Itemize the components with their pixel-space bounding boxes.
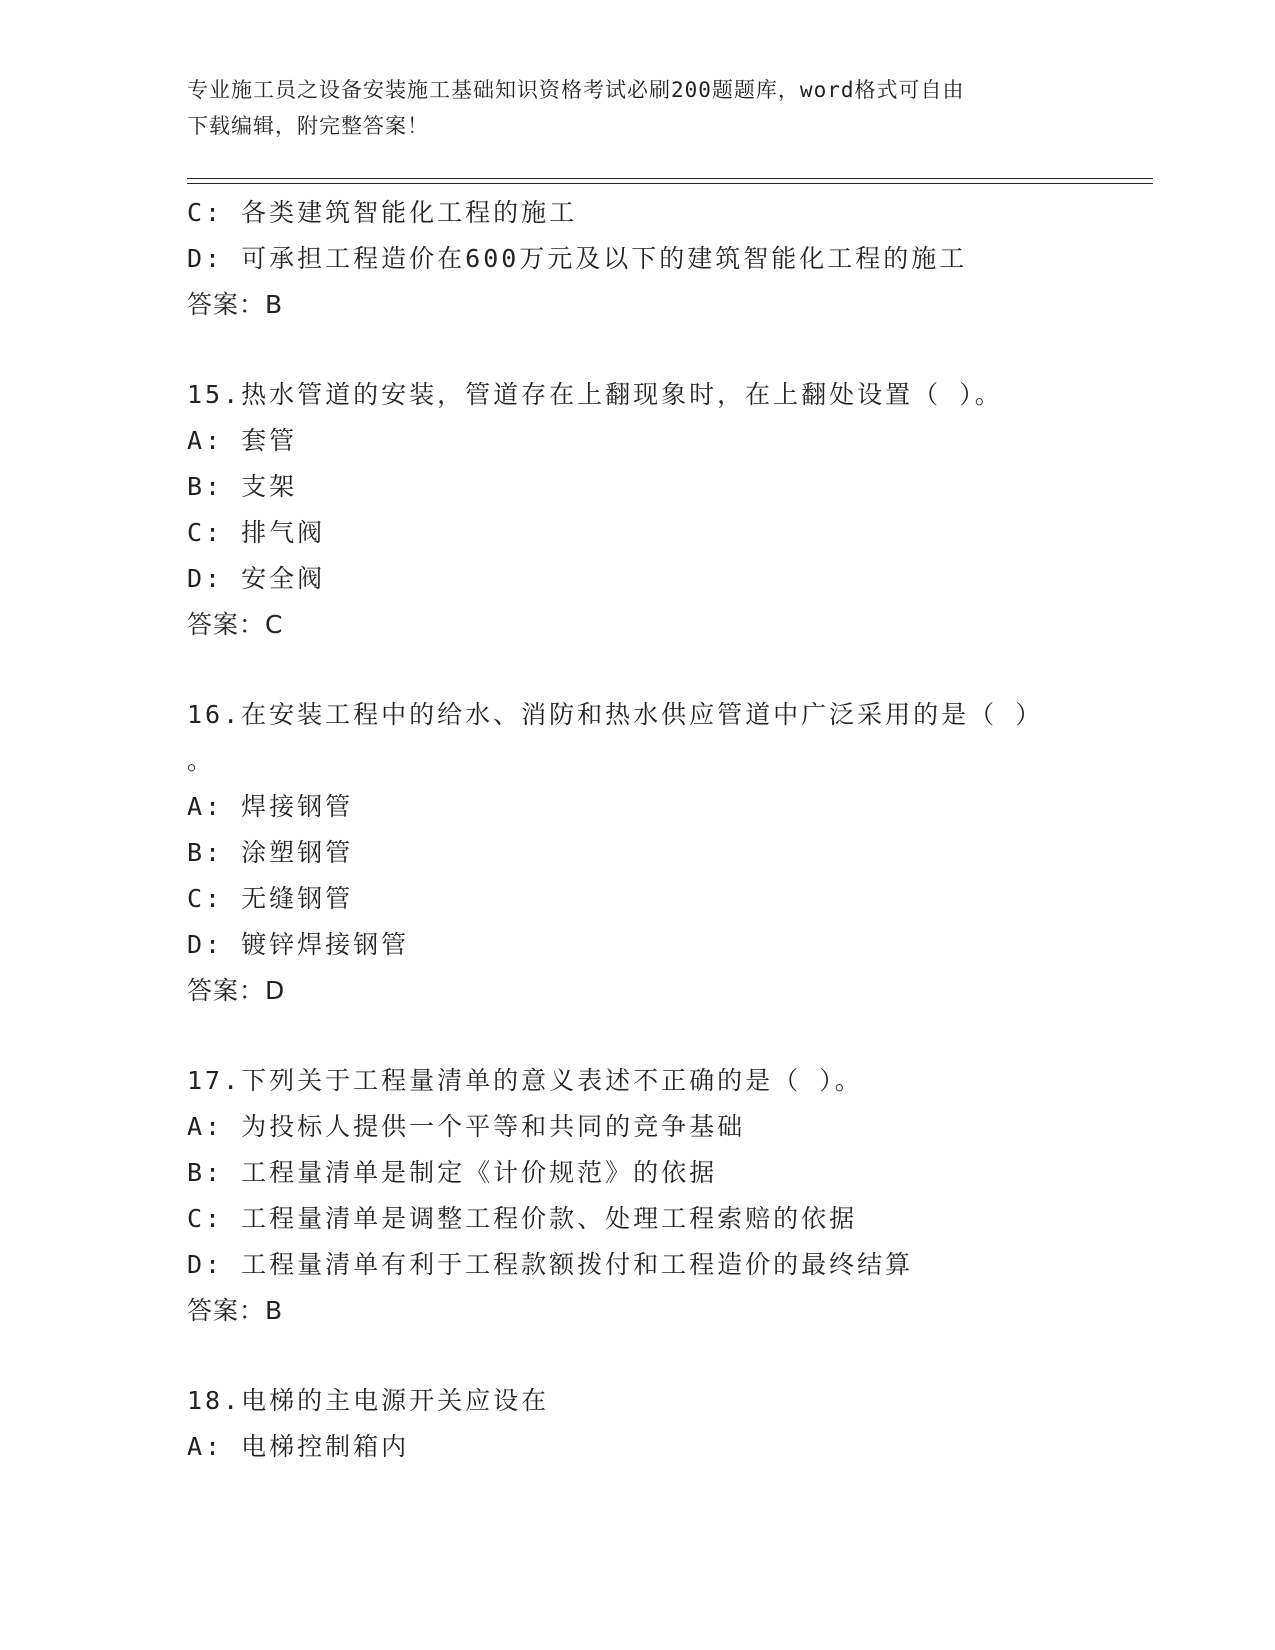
option-a: A: 套管 <box>187 426 298 455</box>
header-line-2: 下载编辑，附完整答案！ <box>187 114 429 138</box>
question-17 <box>187 1058 1087 1334</box>
option-d: D: 工程量清单有利于工程款额拨付和工程造价的最终结算 <box>187 1250 914 1279</box>
header-line-1: 专业施工员之设备安装施工基础知识资格考试必刷200题题库，word格式可自由 <box>187 78 965 102</box>
question-title: 18.电梯的主电源开关应设在 <box>187 1386 550 1415</box>
answer: 答案：B <box>187 290 284 319</box>
question-18 <box>187 1378 1087 1470</box>
option-d: D: 镀锌焊接钢管 <box>187 930 410 959</box>
answer: 答案：D <box>187 976 286 1005</box>
option-a: A: 为投标人提供一个平等和共同的竞争基础 <box>187 1112 746 1141</box>
option-c: C: 无缝钢管 <box>187 884 354 913</box>
question-title: 16.在安装工程中的给水、消防和热水供应管道中广泛采用的是（ ） <box>187 700 1044 729</box>
document-header <box>187 72 1087 144</box>
option-b: B: 工程量清单是制定《计价规范》的依据 <box>187 1158 718 1187</box>
question-15 <box>187 372 1087 648</box>
question-title: 17.下列关于工程量清单的意义表述不正确的是（ ）。 <box>187 1066 863 1095</box>
question-list <box>187 190 1087 1470</box>
question-title: 15.热水管道的安装，管道存在上翻现象时，在上翻处设置（ ）。 <box>187 380 1003 409</box>
answer: 答案：C <box>187 610 284 639</box>
header-divider-top <box>187 178 1153 179</box>
option-c: C: 各类建筑智能化工程的施工 <box>187 198 578 227</box>
option-b: B: 支架 <box>187 472 298 501</box>
option-d: D: 可承担工程造价在600万元及以下的建筑智能化工程的施工 <box>187 244 968 273</box>
option-a: A: 电梯控制箱内 <box>187 1432 410 1461</box>
question-16 <box>187 692 1087 1014</box>
question-title-continuation: 。 <box>187 746 216 775</box>
answer: 答案：B <box>187 1296 284 1325</box>
option-d: D: 安全阀 <box>187 564 326 593</box>
option-c: C: 工程量清单是调整工程价款、处理工程索赔的依据 <box>187 1204 858 1233</box>
option-a: A: 焊接钢管 <box>187 792 354 821</box>
option-c: C: 排气阀 <box>187 518 326 547</box>
option-b: B: 涂塑钢管 <box>187 838 354 867</box>
prev-question-tail <box>187 190 1087 328</box>
header-divider-bottom <box>187 183 1153 184</box>
